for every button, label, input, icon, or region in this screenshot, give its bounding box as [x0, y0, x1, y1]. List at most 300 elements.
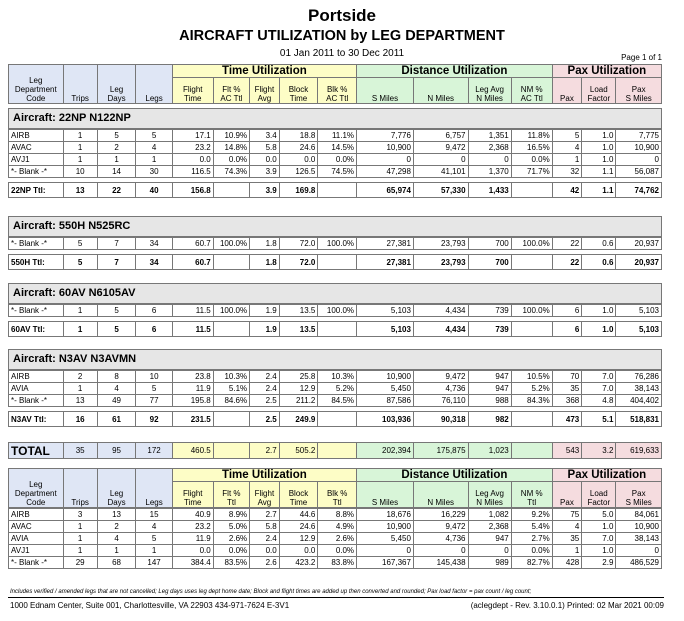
group-pax-header: Pax Utilization [552, 65, 661, 78]
cell: 2.7 [250, 443, 280, 459]
cell [318, 443, 357, 459]
cell: 156.8 [172, 183, 213, 198]
cell: 5 [97, 322, 136, 337]
cell: 10 [63, 166, 97, 178]
cell: 368 [552, 395, 582, 407]
cell: 75 [552, 509, 582, 521]
leg-days-header: Leg Days [97, 65, 136, 104]
cell: 7,775 [616, 130, 662, 142]
cell: 473 [552, 412, 582, 427]
cell: 16.5% [511, 142, 552, 154]
cell: 1,433 [468, 183, 511, 198]
cell [318, 412, 357, 427]
nm-pct-ac-header: NM % AC Ttl [511, 78, 552, 104]
cell: 5 [552, 130, 582, 142]
cell: 74,762 [616, 183, 662, 198]
cell: *- Blank -* [9, 557, 64, 569]
cell: 18.8 [279, 130, 318, 142]
cell: 12.9 [279, 533, 318, 545]
cell: 29 [63, 557, 97, 569]
cell: 982 [468, 412, 511, 427]
n-miles-header: N Miles [413, 482, 468, 508]
cell: 27,381 [357, 238, 414, 250]
cell: 0.0% [213, 545, 249, 557]
cell: 83.5% [213, 557, 249, 569]
cell: 0 [468, 154, 511, 166]
aircraft-total-row [9, 183, 662, 198]
footer-address: 1000 Ednam Center, Suite 001, Charlottesville, VA 22903 434-971-7624 E-3V1 [10, 601, 290, 610]
cell: 9,472 [413, 371, 468, 383]
cell: AVJ1 [9, 154, 64, 166]
cell: 988 [468, 395, 511, 407]
cell: 3 [63, 509, 97, 521]
cell [511, 322, 552, 337]
cell: 10,900 [616, 521, 662, 533]
blk-pct-header: Blk % Ttl [318, 482, 357, 508]
leg-department-header: Leg Department Code [9, 469, 64, 508]
cell: 1,370 [468, 166, 511, 178]
cell [213, 255, 249, 270]
pax-s-miles-header: Pax S Miles [616, 482, 662, 508]
cell [511, 183, 552, 198]
cell: 8 [97, 371, 136, 383]
flight-avg-header: Flight Avg [250, 482, 280, 508]
cell: 83.8% [318, 557, 357, 569]
cell: 202,394 [357, 443, 414, 459]
cell: 8.9% [213, 509, 249, 521]
cell: 0.6 [582, 238, 616, 250]
aircraft-data-table [8, 129, 662, 198]
cell: 5 [136, 130, 172, 142]
cell: 6 [552, 322, 582, 337]
cell: 23.8 [172, 371, 213, 383]
table-row [9, 557, 662, 569]
cell: 5,103 [616, 322, 662, 337]
grand-total-table [8, 442, 662, 459]
cell: 42 [552, 183, 582, 198]
table-row [9, 154, 662, 166]
group-pax-header: Pax Utilization [552, 469, 661, 482]
cell: 1 [552, 545, 582, 557]
cell [213, 412, 249, 427]
cell: 4,736 [413, 383, 468, 395]
load-factor-header: Load Factor [582, 482, 616, 508]
cell: 1.0 [582, 142, 616, 154]
cell: 147 [136, 557, 172, 569]
cell: 24.6 [279, 142, 318, 154]
cell: 11.9 [172, 383, 213, 395]
cell: 30 [136, 166, 172, 178]
cell: 17.1 [172, 130, 213, 142]
cell: 0 [357, 154, 414, 166]
cell: 10,900 [357, 521, 414, 533]
cell: 505.2 [279, 443, 318, 459]
cell: 116.5 [172, 166, 213, 178]
cell: 211.2 [279, 395, 318, 407]
cell: 6 [136, 322, 172, 337]
cell: 5,103 [357, 305, 414, 317]
cell: 947 [468, 383, 511, 395]
group-distance-header: Distance Utilization [357, 65, 553, 78]
cell: 2 [97, 521, 136, 533]
cell: 2 [97, 142, 136, 154]
aircraft-total-row [9, 255, 662, 270]
cell: 74.3% [213, 166, 249, 178]
cell: 0.0 [172, 545, 213, 557]
cell: 126.5 [279, 166, 318, 178]
cell: 989 [468, 557, 511, 569]
flight-avg-header: Flight Avg [250, 78, 280, 104]
cell: 1 [63, 142, 97, 154]
cell [318, 322, 357, 337]
cell: 2,368 [468, 521, 511, 533]
cell: 38,143 [616, 383, 662, 395]
cell: N3AV Ttl: [9, 412, 64, 427]
footer-divider [8, 597, 664, 598]
cell: 71.7% [511, 166, 552, 178]
cell: 5.4% [511, 521, 552, 533]
cell: 16 [63, 412, 97, 427]
table-row [9, 371, 662, 383]
cell: 5.1 [582, 412, 616, 427]
company-name: Portside [307, 6, 377, 25]
aircraft-section-header: Aircraft: 550H N525RC [8, 216, 662, 237]
cell: 57,330 [413, 183, 468, 198]
cell: 4 [97, 533, 136, 545]
aircraft-data-table [8, 304, 662, 337]
cell: 1 [136, 545, 172, 557]
cell: 0.6 [582, 255, 616, 270]
cell: AIRB [9, 371, 64, 383]
cell: 0.0 [250, 154, 280, 166]
cell: 11.5 [172, 305, 213, 317]
cell: 0.0% [318, 154, 357, 166]
cell: 32 [552, 166, 582, 178]
cell: 9.2% [511, 509, 552, 521]
cell: 4 [136, 521, 172, 533]
cell: 1.0 [582, 545, 616, 557]
cell: 8.8% [318, 509, 357, 521]
cell: 1 [63, 322, 97, 337]
cell: 72.0 [279, 238, 318, 250]
cell: 6,757 [413, 130, 468, 142]
cell: 22 [552, 238, 582, 250]
blk-pct-ac-header: Blk % AC Ttl [318, 78, 357, 104]
cell: 4,736 [413, 533, 468, 545]
cell: 1 [136, 154, 172, 166]
cell: 10.3% [213, 371, 249, 383]
cell: 20,937 [616, 238, 662, 250]
cell: 100.0% [213, 238, 249, 250]
page-info: Page 1 of 1 [621, 53, 662, 62]
cell: 518,831 [616, 412, 662, 427]
trips-header: Trips [63, 469, 97, 508]
cell: 100.0% [318, 238, 357, 250]
cell: 5 [97, 130, 136, 142]
cell: 77 [136, 395, 172, 407]
cell: 5.0% [213, 521, 249, 533]
aircraft-section-header: Aircraft: 22NP N122NP [8, 108, 662, 129]
s-miles-header: S Miles [357, 482, 414, 508]
cell: 2.6 [250, 557, 280, 569]
cell: 5.0 [582, 509, 616, 521]
cell: 40 [136, 183, 172, 198]
cell: 5.8 [250, 521, 280, 533]
cell: 11.9 [172, 533, 213, 545]
aircraft-section-header: Aircraft: 60AV N6105AV [8, 283, 662, 304]
cell: 0 [616, 154, 662, 166]
cell: 404,402 [616, 395, 662, 407]
cell: 423.2 [279, 557, 318, 569]
cell: 10 [136, 371, 172, 383]
cell: 1 [97, 154, 136, 166]
cell: 5,103 [616, 305, 662, 317]
table-row [9, 238, 662, 250]
cell: 0.0% [511, 154, 552, 166]
cell: 12.9 [279, 383, 318, 395]
leg-avg-nm-header: Leg Avg N Miles [468, 78, 511, 104]
cell: *- Blank -* [9, 166, 64, 178]
cell: AIRB [9, 509, 64, 521]
cell: 0 [357, 545, 414, 557]
cell [511, 443, 552, 459]
cell: 100.0% [511, 305, 552, 317]
cell: 1,351 [468, 130, 511, 142]
n-miles-header: N Miles [413, 78, 468, 104]
cell: 23,793 [413, 238, 468, 250]
load-factor-header: Load Factor [582, 78, 616, 104]
cell: 103,936 [357, 412, 414, 427]
cell: 34 [136, 238, 172, 250]
cell: AVJ1 [9, 545, 64, 557]
cell [511, 412, 552, 427]
cell: 947 [468, 371, 511, 383]
cell: 90,318 [413, 412, 468, 427]
cell: 2.4 [250, 533, 280, 545]
cell: 619,633 [616, 443, 662, 459]
cell: 172 [136, 443, 172, 459]
leg-avg-nm-header: Leg Avg N Miles [468, 482, 511, 508]
print-info: (aclegdept - Rev. 3.10.0.1) Printed: 02 Mar 2021 00:09 [470, 601, 664, 610]
cell: 700 [468, 255, 511, 270]
cell: 2 [63, 371, 97, 383]
cell: 7 [97, 255, 136, 270]
cell: 22 [97, 183, 136, 198]
cell: 27,381 [357, 255, 414, 270]
cell: 100.0% [213, 305, 249, 317]
aircraft-data-table [8, 237, 662, 270]
cell: 10.3% [318, 371, 357, 383]
cell: 10,900 [357, 371, 414, 383]
cell: 0 [616, 545, 662, 557]
cell: 739 [468, 305, 511, 317]
cell: 56,087 [616, 166, 662, 178]
cell: 76,110 [413, 395, 468, 407]
cell: 1.0 [582, 154, 616, 166]
grand-total-row [9, 443, 662, 459]
cell: 10.5% [511, 371, 552, 383]
cell: 68 [97, 557, 136, 569]
cell: 384.4 [172, 557, 213, 569]
cell: 1.0 [582, 305, 616, 317]
cell: 15 [136, 509, 172, 521]
cell: 1 [63, 383, 97, 395]
table-row [9, 545, 662, 557]
group-distance-header: Distance Utilization [357, 469, 553, 482]
cell: 44.6 [279, 509, 318, 521]
cell: 13 [63, 395, 97, 407]
flight-time-header: Flight Time [172, 482, 213, 508]
cell: 14.5% [318, 142, 357, 154]
cell: 2.6% [318, 533, 357, 545]
cell: 460.5 [172, 443, 213, 459]
cell: 40.9 [172, 509, 213, 521]
cell: 5.2% [318, 383, 357, 395]
cell: 13 [63, 183, 97, 198]
cell [213, 183, 249, 198]
cell: 5.2% [511, 383, 552, 395]
cell: 22NP Ttl: [9, 183, 64, 198]
cell: 7 [97, 238, 136, 250]
cell: 49 [97, 395, 136, 407]
cell: 22 [552, 255, 582, 270]
cell: 23.2 [172, 142, 213, 154]
cell: 25.8 [279, 371, 318, 383]
block-time-header: Block Time [279, 482, 318, 508]
cell: 41,101 [413, 166, 468, 178]
pax-header: Pax [552, 482, 582, 508]
cell: AVAC [9, 142, 64, 154]
cell: 3.9 [250, 183, 280, 198]
cell: 0 [413, 545, 468, 557]
table-row [9, 533, 662, 545]
cell: 60AV Ttl: [9, 322, 64, 337]
cell: 65,974 [357, 183, 414, 198]
cell: TOTAL [9, 443, 64, 459]
cell: *- Blank -* [9, 305, 64, 317]
cell: 1.0 [582, 322, 616, 337]
cell: 13 [97, 509, 136, 521]
cell: 4 [552, 142, 582, 154]
pax-header: Pax [552, 78, 582, 104]
cell: 3.9 [250, 166, 280, 178]
cell: 13.5 [279, 305, 318, 317]
cell: 61 [97, 412, 136, 427]
cell: 3.4 [250, 130, 280, 142]
cell: 11.1% [318, 130, 357, 142]
cell: 74.5% [318, 166, 357, 178]
cell: 9,472 [413, 142, 468, 154]
cell: 3.2 [582, 443, 616, 459]
cell: 145,438 [413, 557, 468, 569]
cell: 0.0% [318, 545, 357, 557]
cell: 10,900 [357, 142, 414, 154]
cell: 5 [63, 238, 97, 250]
cell: 169.8 [279, 183, 318, 198]
cell: 35 [552, 383, 582, 395]
cell: 4.9% [318, 521, 357, 533]
cell: 1 [63, 533, 97, 545]
cell: 23.2 [172, 521, 213, 533]
cell: 7,776 [357, 130, 414, 142]
cell: 35 [63, 443, 97, 459]
cell: 6 [136, 305, 172, 317]
cell: 428 [552, 557, 582, 569]
leg-department-header: Leg Department Code [9, 65, 64, 104]
cell [213, 443, 249, 459]
cell [213, 322, 249, 337]
cell: 60.7 [172, 238, 213, 250]
cell: 2,368 [468, 142, 511, 154]
cell: 7.0 [582, 383, 616, 395]
cell: 84.3% [511, 395, 552, 407]
cell: 4 [136, 142, 172, 154]
cell: 0.0 [250, 545, 280, 557]
cell: 4 [97, 383, 136, 395]
cell: 76,286 [616, 371, 662, 383]
cell: 11.5 [172, 322, 213, 337]
cell: 0 [468, 545, 511, 557]
cell: 167,367 [357, 557, 414, 569]
cell: 1.1 [582, 166, 616, 178]
cell: 4,434 [413, 305, 468, 317]
cell: 5 [97, 305, 136, 317]
cell: 6 [552, 305, 582, 317]
cell: 24.6 [279, 521, 318, 533]
cell: AVIA [9, 383, 64, 395]
cell: 14 [97, 166, 136, 178]
cell: 2.4 [250, 371, 280, 383]
cell: 9,472 [413, 521, 468, 533]
summary-column-header [8, 468, 662, 508]
cell: 1.9 [250, 322, 280, 337]
group-time-header: Time Utilization [172, 65, 356, 78]
table-row [9, 130, 662, 142]
aircraft-total-row [9, 322, 662, 337]
block-time-header: Block Time [279, 78, 318, 104]
cell: 92 [136, 412, 172, 427]
cell: 249.9 [279, 412, 318, 427]
cell: 35 [552, 533, 582, 545]
cell: 486,529 [616, 557, 662, 569]
legs-header: Legs [136, 469, 172, 508]
cell: 0.0% [213, 154, 249, 166]
cell: 2.6% [213, 533, 249, 545]
nm-pct-header: NM % Ttl [511, 482, 552, 508]
cell: 2.4 [250, 383, 280, 395]
cell: AIRB [9, 130, 64, 142]
cell: AVIA [9, 533, 64, 545]
cell: 13.5 [279, 322, 318, 337]
table-row [9, 305, 662, 317]
cell: *- Blank -* [9, 395, 64, 407]
cell: 23,793 [413, 255, 468, 270]
date-range: 01 Jan 2011 to 30 Dec 2011 [279, 48, 405, 59]
cell: 700 [468, 238, 511, 250]
top-column-header [8, 64, 662, 104]
summary-table [8, 508, 662, 569]
cell: 543 [552, 443, 582, 459]
cell: 70 [552, 371, 582, 383]
cell: 1.9 [250, 305, 280, 317]
footnote: Includes verified / amended legs that are not cancelled; Leg days uses leg dept home date; Block and flight times are added up then converted and rounded; Pax load factor = pax count / leg count; [10, 589, 532, 595]
cell: 100.0% [511, 238, 552, 250]
cell: 95 [97, 443, 136, 459]
trips-header: Trips [63, 65, 97, 104]
cell: 20,937 [616, 255, 662, 270]
cell: 82.7% [511, 557, 552, 569]
cell: 2.5 [250, 395, 280, 407]
